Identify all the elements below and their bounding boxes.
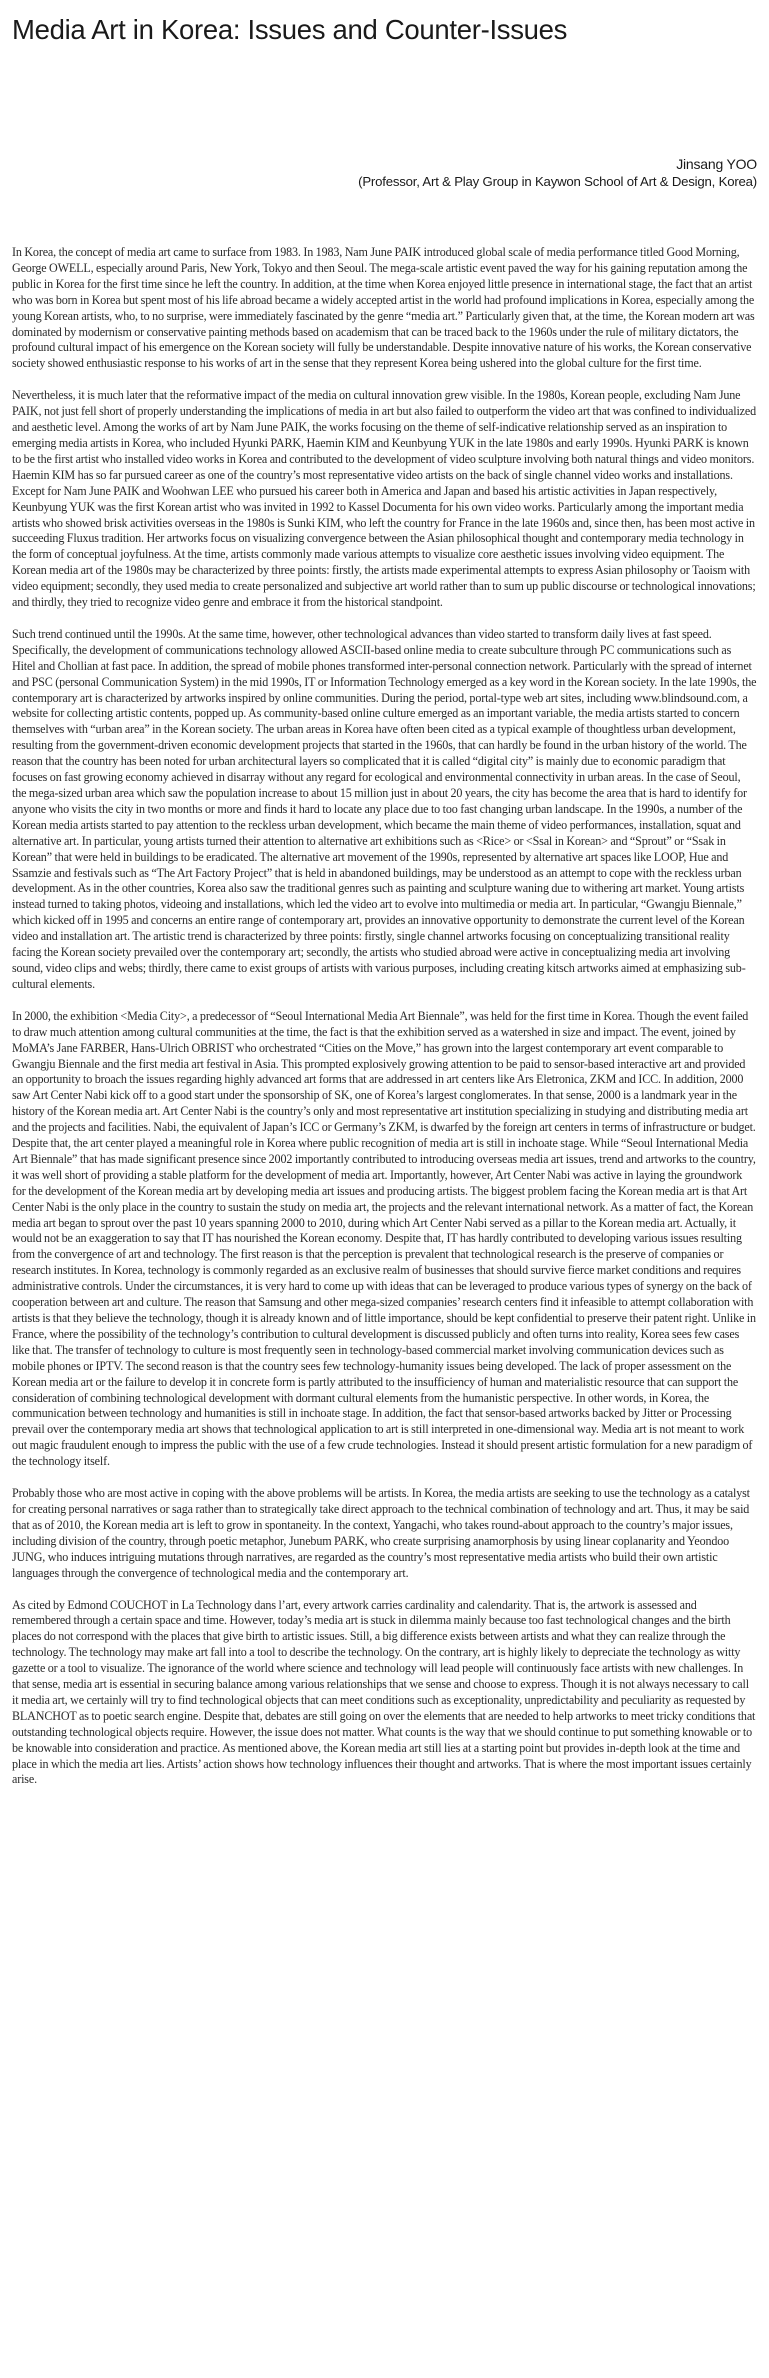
author-block — [358, 155, 757, 191]
author-name: Jinsang YOO — [676, 156, 757, 172]
paragraph-4: In 2000, the exhibition <Media City>, a predecessor of “Seoul International Media Art Biennale”, was held for the first time in Korea. Though the event failed to draw much attention among cultural communities at the time, the fact is that the exhibition served as a watershed in size and impact. The event, joined by MoMA’s Jane FARBER, Hans-Ulrich OBRIST who orchestrated “Cities on the Move,” has grown into the largest contemporary art event comparable to Gwangju Biennale and the first media art festival in Asia. This prompted explosively growing attention to be paid to sensor-based interactive art and provided an opportunity to broach the issues regarding highly advanced art forms that are addressed in art centers like Ars Eletronica, ZKM and ICC. In addition, 2000 saw Art Center Nabi kick off to a good start under the sponsorship of SK, one of Korea’s largest conglomerates. In that sense, 2000 is a landmark year in the history of the Korean media art. Art Center Nabi is the country’s only and most representative art institution specializing in studying and distributing media art and the projects and facilities. Nabi, the equivalent of Japan’s ICC or Germany’s ZKM, is dwarfed by the foreign art centers in terms of infrastructure or budget. Despite that, the art center played a meaningful role in Korea where public recognition of media art is still in inchoate stage. While “Seoul International Media Art Biennale” that has made significant presence since 2002 importantly contributed to introducing overseas media art issues, trend and artworks to the country, it was well short of providing a stable platform for the development of media art. Importantly, however, Art Center Nabi was active in laying the groundwork for the development of the Korean media art by developing media art issues and producing artists. The biggest problem facing the Korean media art is that Art Center Nabi is the only place in the country to sustain the study on media art, the projects and the relevant international network. As a matter of fact, the Korean media art began to sprout over the past 10 years spanning 2000 to 2010, during which Art Center Nabi served as a pillar to the Korean media art. Actually, it would not be an exaggeration to say that IT has nourished the Korean economy. Despite that, IT has hardly contributed to developing various issues resulting from the convergence of art and technology. The first reason is that the perception is prevalent that technological research is the preserve of companies or research institutes. In Korea, technology is commonly regarded as an exclusive realm of businesses that should survive fierce market conditions and requires administrative controls. Under the circumstances, it is very hard to come up with ideas that can be leveraged to produce various types of synergy on the back of cooperation between art and culture. The reason that Samsung and other mega-sized companies’ research centers find it infeasible to attempt collaboration with artists is that they believe the technology, though it is already known and of little importance, should be kept confidential to preserve their patent right. Unlike in France, where the possibility of the technology’s contribution to cultural development is discussed publicly and often turns into reality, Korea sees few cases like that. The transfer of technology to culture is most frequently seen in technology-based commercial market involving communication devices such as mobile phones or IPTV. The second reason is that the country sees few technology-humanity issues being developed. The lack of proper assessment on the Korean media art or the failure to develop it in concrete form is partly attributed to the insufficiency of human and materialistic resource that can support the consideration of combining technological development with dormant cultural elements from the humanistic perspective. In other words, in Korea, the communication between technology and humanities is still in inchoate stage. In addition, the fact that sensor-based artworks backed by Jitter or Processing prevail over the contemporary media art shows that technological application to art is still interpreted in one-dimensional way. Media art is not meant to work out magic fraudulent enough to impress the public with the use of a few crude technologies. Instead it should present artistic formulation for a new paradigm of the technology itself. — [12, 1008, 756, 1469]
page-title: Media Art in Korea: Issues and Counter-Issues — [12, 14, 568, 45]
paragraph-5: Probably those who are most active in coping with the above problems will be artists. In Korea, the media artists are seeking to use the technology as a catalyst for creating personal narratives or saga rather than to strategically take direct approach to the technical combination of technology and art. Thus, it may be said that as of 2010, the Korean media art is left to grow in spontaneity. In the context, Yangachi, who takes round-about approach to the country’s major issues, including division of the country, through poetic metaphor, Junebum PARK, who create surprising anamorphosis by using linear coplanarity and Yeondoo JUNG, who induces intriguing mutations through narratives, are regarded as the country’s most representative media artists who build their own artistic languages through the convergence of technological media and the contemporary art. — [12, 1486, 750, 1580]
paragraph-2: Nevertheless, it is much later that the reformative impact of the media on cultural innovation grew visible. In the 1980s, Korean people, excluding Nam June PAIK, not just fell short of properly understanding the implications of media in art but also failed to outperform the video art that was confined to individualized and aesthetic level. Among the works of art by Nam June PAIK, the works focusing on the theme of self-indicative relationship served as an inspiration to emerging media artists in Korea, who included Hyunki PARK, Haemin KIM and Keunbyung YUK in the late 1980s and early 1990s. Hyunki PARK is known to be the first artist who installed video works in Korea and contributed to the development of video sculpture involving both natural things and video monitors. Haemin KIM has so far pursued career as one of the country’s most representative video artists on the back of single channel video works and installations. Except for Nam June PAIK and Woohwan LEE who pursued his career both in America and Japan and based his artistic activities in Japan respectively, Keunbyung YUK was the first Korean artist who was invited in 1992 to Kassel Documenta for his own video works. Particularly among the important media artists who showed brisk activities overseas in the 1980s is Sunki KIM, who left the country for France in the late 1960s and, since then, has been most active in succeeding Fluxus tradition. Her artworks focus on visualizing convergence between the Asian philosophical thought and contemporary media technology in the form of conceptual joyfulness. At the time, artists commonly made various attempts to visualize core aesthetic issues involving video equipment. The Korean media art of the 1980s may be characterized by three points: firstly, the artists made experimental attempts to express Asian philosophy or Taoism with video equipment; secondly, they used media to create personalized and subjective art world rather than to sum up public discourse or technological innovations; and thirdly, they tried to recognize video genre and embrace it from the historical standpoint. — [12, 388, 757, 610]
paragraph-1: In Korea, the concept of media art came to surface from 1983. In 1983, Nam June PAIK introduced global scale of media performance titled Good Morning, George OWELL, especially around Paris, New York, Tokyo and then Seoul. The mega-scale artistic event paved the way for his gaining reputation among the public in Korea for the first time since he left the country. In addition, at the time when Korea enjoyed little presence in international stage, the fact that an artist who was born in Korea but spent most of his life abroad became a widely accepted artist in the world had profound implications in Korea, especially among the young Korean artists, who, to no surprise, were immediately fascinated by the genre “media art.” Particularly given that, at the time, the Korean modern art was dominated by modernism or conservative painting methods based on academism that can be traced back to the 1960s under the rule of military dictators, the profound cultural impact of his emergence on the Korean society will fully be understandable. Despite innovative nature of his works, the Korean conservative society showed enthusiastic response to his works of art in the sense that they represent Korea being ushered into the global culture for the first time. — [12, 245, 755, 371]
article-body — [12, 245, 757, 1804]
paragraph-3: Such trend continued until the 1990s. At the same time, however, other technological advances than video started to transform daily lives at fast speed. Specifically, the development of communications technology allowed ASCII-based online media to create subculture through PC communications such as Hitel and Chollian at fast pace. In addition, the spread of mobile phones transformed inter-personal connection network. Particularly with the spread of internet and PSC (personal Communication System) in the mid 1990s, IT or Information Technology emerged as a key word in the Korean society. In the late 1990s, the contemporary art is characterized by artworks inspired by online communities. During the period, portal-type web art sites, including www.blindsound.com, a website for collecting artistic contents, popped up. As community-based online culture emerged as an important variable, the media artists started to concern themselves with “urban area” in the Korean society. The urban areas in Korea have often been cited as a typical example of thoughtless urban development, resulting from the government-driven economic development projects that started in the 1960s, that can hardly be found in the urban history of the world. The reason that the country has been noted for urban architectural layers so complicated that it is called “digital city” is mainly due to economic paradigm that focuses on fast growing economy achieved in disarray without any regard for ecological and environmental connectivity in urban areas. In the case of Seoul, the mega-sized urban area which saw the population increase to about 15 million just in about 20 years, the city has become the area that is hard to identify for anyone who visits the city in two months or more and finds it hard to locate any place due to too fast changing urban landscape. In the 1990s, a number of the Korean media artists started to pay attention to the reckless urban development, which became the main theme of video performances, installation, squat and alternative art. In particular, young artists turned their attention to alternative art exhibitions such as <Rice> or <Ssal in Korean> and “Sprout” or “Ssak in Korean” that were held in buildings to be eradicated. The alternative art movement of the 1990s, represented by alternative art spaces like LOOP, Hue and Ssamzie and festivals such as “The Art Factory Project” that is held in abandoned buildings, may be understood as an attempt to cope with the reckless urban development. As in the other countries, Korea also saw the traditional genres such as painting and sculpture waning due to withering art market. Young artists instead turned to taking photos, videoing and installations, which led the video art to evolve into multimedia or media art. In particular, “Gwangju Biennale,” which kicked off in 1995 and concerns an entire range of contemporary art, provides an innovative opportunity to demonstrate the current level of the Korean video and installation art. The artistic trend is characterized by three points: firstly, single channel artworks focusing on conceptualizing transitional reality facing the Korean society prevailed over the contemporary art; secondly, the artists who studied abroad were active in conceptualizing media art involving sound, video clips and webs; thirdly, there came to exist groups of artists with various purposes, including creating kitsch artworks aimed at emphasizing sub-cultural elements. — [12, 626, 757, 991]
author-affiliation: (Professor, Art & Play Group in Kaywon School of Art & Design, Korea) — [358, 174, 757, 189]
paragraph-6: As cited by Edmond COUCHOT in La Technology dans l’art, every artwork carries cardinality and calendarity. That is, the artwork is assessed and remembered through a certain space and time. However, today’s media art is stuck in dilemma mainly because too fast technological changes and the birth places do not correspond with the places that give birth to artistic issues. Still, a big difference exists between artists and what they can realize through the technology. The technology may make art fall into a tool to describe the technology. On the contrary, art is highly likely to depreciate the technology as witty gazette or a tool to visualize. The ignorance of the world where science and technology will lead people will continuously face artists with new challenges. In that sense, media art is essential in securing balance among various relationships that we sense and choose to express. Though it is not always necessary to call it media art, we certainly will try to find technological objects that can meet conditions such as exceptionality, unpredictability and peculiarity as requested by BLANCHOT as to poetic search engine. Despite that, debates are still going on over the elements that are needed to help artworks to meet tricky conditions that outstanding technological objects require. However, the issue does not matter. What counts is the way that we should continue to put something knowable or to be knowable into consideration and practice. As mentioned above, the Korean media art still lies at a starting point but provides in-depth look at the time and place in which the media art lies. Artists’ action shows how technology influences their thought and artworks. That is where the most important issues certainly arise. — [12, 1597, 756, 1787]
